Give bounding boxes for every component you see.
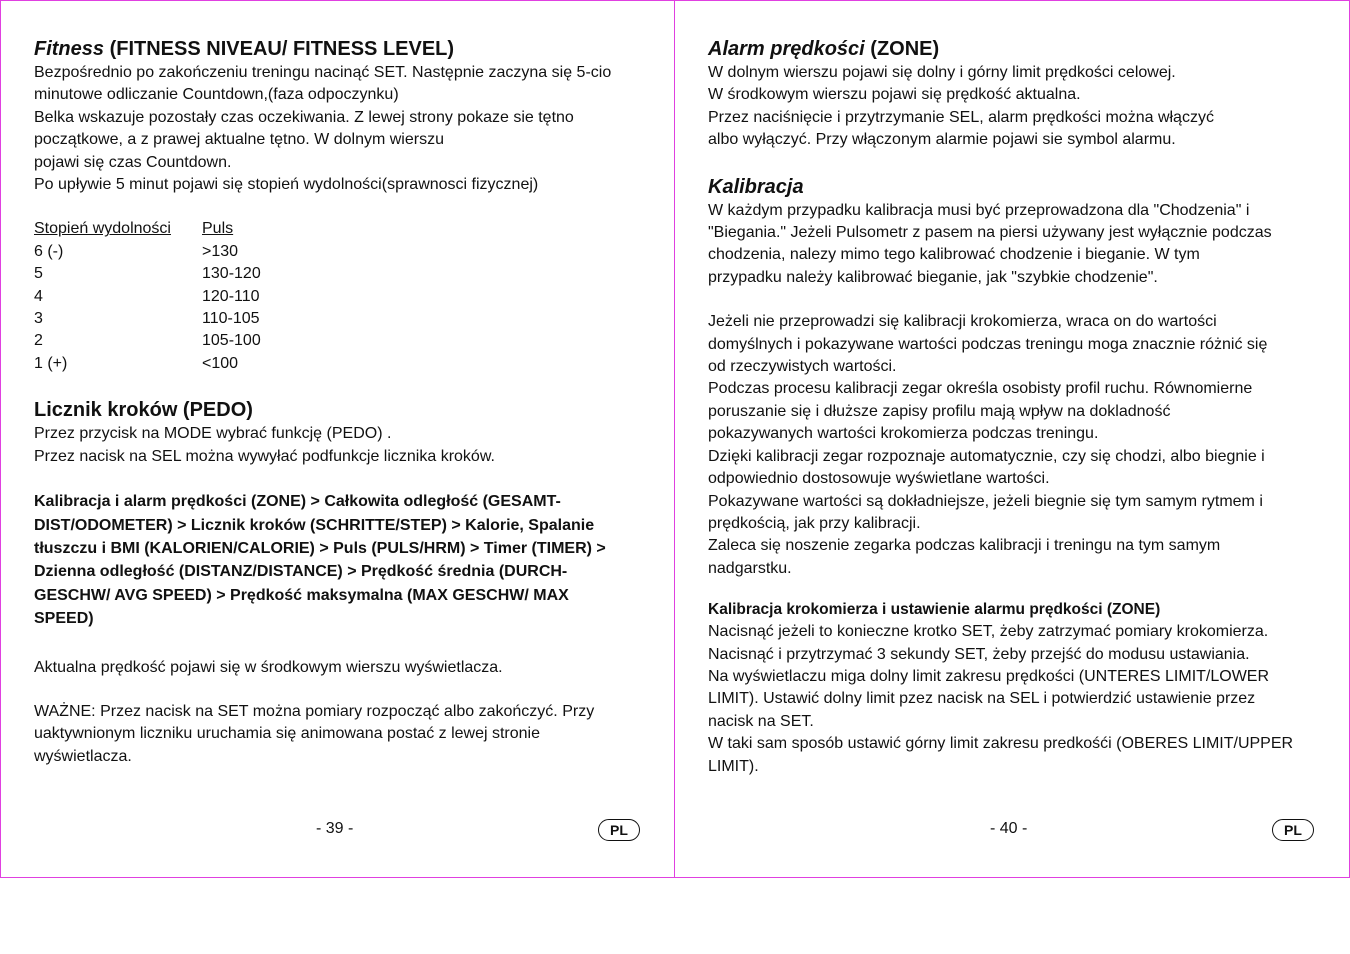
table-cell-pulse: 110-105 <box>202 310 260 328</box>
calibration-paragraph-2 <box>708 311 1313 580</box>
table-cell-level: 5 <box>34 265 43 283</box>
text-line: pokazywanych wartości krokomierza podczas treningu. <box>708 425 1099 443</box>
table-cell-pulse: 120-110 <box>202 287 260 305</box>
table-row <box>34 330 644 352</box>
calibration-heading-italic: Kalibracja <box>708 175 804 198</box>
text-line: chodzenia, nalezy mimo tego kalibrować chodzenie i bieganie. W tym <box>708 246 1200 264</box>
text-line: Przez naciśnięcie i przytrzymanie SEL, alarm prędkości można włączyć <box>708 108 1214 126</box>
text-line: początkowe, a z prawej aktualne tętno. W dolnym wierszu <box>34 131 444 149</box>
text-line: odpowiednio dostosowuje wyświetlane wartości. <box>708 470 1050 488</box>
table-cell-level: 3 <box>34 310 43 328</box>
text-line: Zaleca się noszenie zegarka podczas kalibracji i treningu na tym samym <box>708 537 1221 555</box>
text-line: Bezpośrednio po zakończeniu treningu nacinąć SET. Następnie zaczyna się 5-cio <box>34 64 612 81</box>
text-line: W każdym przypadku kalibracja musi być przeprowadzona dla "Chodzenia" i <box>708 201 1250 219</box>
text-line: Dzienna odległość (DISTANZ/DISTANCE) > Prędkość średnia (DURCH- <box>34 563 568 581</box>
table-header-pulse: Puls <box>202 220 234 238</box>
page-number: - 39 - <box>316 820 354 837</box>
text-line: "Biegania." Jeżeli Pulsometr z pasem na piersi używany jest wyłącznie podczas <box>708 224 1272 242</box>
language-badge: PL <box>1272 819 1314 841</box>
text-line: Belka wskazuje pozostały czas oczekiwania. Z lewej strony pokaze sie tętno <box>34 108 574 126</box>
calibration-paragraph-1 <box>708 200 1313 290</box>
text-line: wyświetlacza. <box>34 747 132 765</box>
text-line: GESCHW/ AVG SPEED) > Prędkość maksymalna (MAX GESCHW/ MAX <box>34 586 569 604</box>
alarm-paragraph <box>708 62 1313 152</box>
table-cell-level: 6 (-) <box>34 242 64 260</box>
table-cell-pulse: <100 <box>202 354 239 372</box>
table-row <box>34 353 644 375</box>
fitness-level-table <box>34 218 644 375</box>
table-row <box>34 286 644 308</box>
text-line: Pokazywane wartości są dokładniejsze, jeżeli biegnie się tym samym rytmem i <box>708 492 1263 510</box>
text-line: W dolnym wierszu pojawi się dolny i górny limit prędkości celowej. <box>708 64 1176 81</box>
text-line: uaktywnionym liczniku uruchamia się animowana postać z lewej stronie <box>34 725 541 743</box>
text-line: Przez przycisk na MODE wybrać funkcję (PEDO) . <box>34 425 392 443</box>
text-line: Nacisnąć i przytrzymać 3 sekundy SET, żeby przejść do modusu ustawiania. <box>708 645 1250 663</box>
fitness-heading <box>34 36 644 62</box>
text-line: LIMIT). Ustawić dolny limit pzez nacisk na SEL i potwierdzić ustawienie przez <box>708 690 1256 708</box>
function-sequence <box>34 490 644 630</box>
table-cell-level: 1 (+) <box>34 354 68 372</box>
text-line: DIST/ODOMETER) > Licznik kroków (SCHRITTE/STEP) > Kalorie, Spalanie <box>34 516 595 534</box>
table-row <box>34 263 644 285</box>
table-row <box>34 308 644 330</box>
text-line: od rzeczywistych wartości. <box>708 358 897 376</box>
important-label: WAŻNE: <box>34 702 96 720</box>
text-line: Jeżeli nie przeprowadzi się kalibracji krokomierza, wraca on do wartości <box>708 313 1217 331</box>
text-line: przypadku należy kalibrować bieganie, jak "szybkie chodzenie". <box>708 268 1158 286</box>
table-cell-level: 2 <box>34 332 43 350</box>
text-line: Kalibracja i alarm prędkości (ZONE) > Całkowita odległość (GESAMT- <box>34 493 561 511</box>
calibration-paragraph-3 <box>708 621 1313 778</box>
alarm-heading <box>708 36 1313 62</box>
text-line: W taki sam sposób ustawić górny limit zakresu predkośći (OBERES LIMIT/UPPER <box>708 735 1294 753</box>
text-line: Po upływie 5 minut pojawi się stopień wydolności(sprawnosci fizycznej) <box>34 176 539 194</box>
table-row <box>34 241 644 263</box>
alarm-heading-rest: (ZONE) <box>864 38 940 60</box>
text-line: nacisk na SET. <box>708 712 814 730</box>
language-badge: PL <box>598 819 640 841</box>
text-line: SPEED) <box>34 610 94 628</box>
alarm-heading-italic: Alarm prędkości <box>708 38 865 60</box>
important-text: Przez nacisk na SET można pomiary rozpocząć albo zakończyć. Przy <box>95 702 595 720</box>
fitness-heading-rest: (FITNESS NIVEAU/ FITNESS LEVEL) <box>104 38 455 60</box>
important-note <box>34 701 644 768</box>
fitness-heading-italic: Fitness <box>34 38 105 60</box>
table-cell-level: 4 <box>34 287 43 305</box>
text-line: Przez nacisk na SEL można wywyłać podfunkcje licznika kroków. <box>34 447 495 465</box>
text-line: LIMIT). <box>708 757 759 775</box>
text-line: W środkowym wierszu pojawi się prędkość aktualna. <box>708 86 1081 104</box>
text-line: minutowe odliczanie Countdown,(faza odpoczynku) <box>34 86 399 104</box>
text-line: tłuszczu i BMI (KALORIEN/CALORIE) > Puls (PULS/HRM) > Timer (TIMER) > <box>34 539 606 557</box>
table-header-row <box>34 218 644 240</box>
current-speed-note: Aktualna prędkość pojawi się w środkowym wierszu wyświetlacza. <box>34 658 503 676</box>
page-number: - 40 - <box>990 820 1028 837</box>
text-line: pojawi się czas Countdown. <box>34 153 232 171</box>
text-line: Dzięki kalibracji zegar rozpoznaje automatycznie, czy się chodzi, albo biegnie i <box>708 447 1265 465</box>
page-40 <box>708 36 1313 778</box>
fitness-paragraph <box>34 62 644 196</box>
text-line: domyślnych i pokazywane wartości podczas treningu moga znacznie różnić się <box>708 335 1268 353</box>
page-39 <box>34 36 644 768</box>
text-line <box>34 701 644 723</box>
pedo-paragraph <box>34 423 644 468</box>
text-line: nadgarstku. <box>708 559 792 577</box>
text-line: Podczas procesu kalibracji zegar określa osobisty profil ruchu. Równomierne <box>708 380 1253 398</box>
text-line: poruszanie się i dłuższe zapisy profilu mają wpływ na dokladność <box>708 402 1171 420</box>
table-cell-pulse: 105-100 <box>202 332 261 350</box>
table-cell-pulse: 130-120 <box>202 265 261 283</box>
text-line: prędkością, jak przy kalibracji. <box>708 514 921 532</box>
text-line: albo wyłączyć. Przy włączonym alarmie pojawi sie symbol alarmu. <box>708 131 1176 149</box>
page-divider <box>674 0 675 877</box>
pedo-heading: Licznik kroków (PEDO) <box>34 399 253 422</box>
table-header-level: Stopień wydolności <box>34 220 171 238</box>
table-cell-pulse: >130 <box>202 242 239 260</box>
calibration-heading <box>708 174 1313 200</box>
calibration-subheading: Kalibracja krokomierza i ustawienie alarmu prędkości (ZONE) <box>708 601 1161 619</box>
text-line: Nacisnąć jeżeli to konieczne krotko SET, żeby zatrzymać pomiary krokomierza. <box>708 623 1269 641</box>
text-line: Na wyświetlaczu miga dolny limit zakresu prędkości (UNTERES LIMIT/LOWER <box>708 667 1270 685</box>
